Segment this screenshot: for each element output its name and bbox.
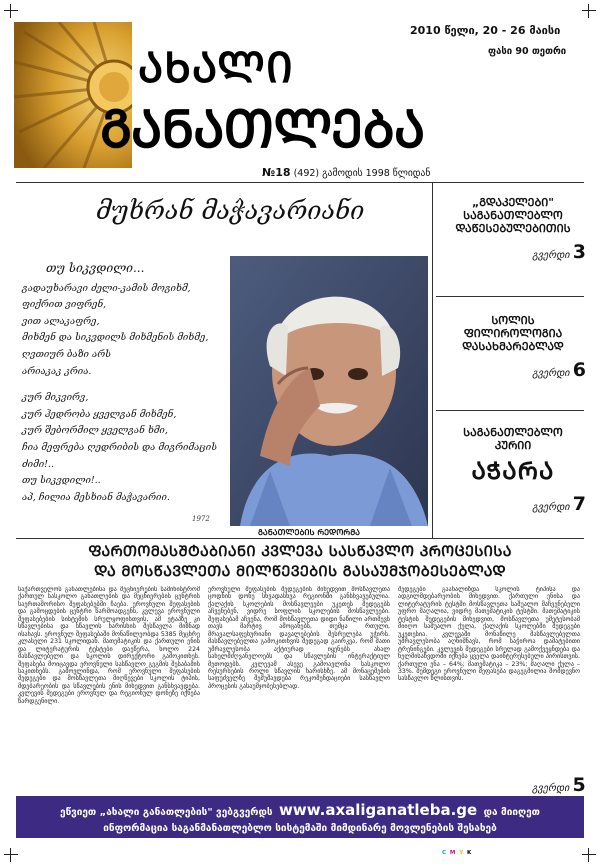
- poem-line: ღვთიურ ბაზი არს: [22, 348, 111, 360]
- teaser-big-word: ᲐᲭᲐᲠᲐ: [471, 457, 555, 485]
- sidebar-teaser[interactable]: [440, 426, 586, 515]
- article-column: ეროვნული შეფასების შედეგების მიხედვით მოსწავლეთა ცოდნის დონე სხვადასხვა რეგიონში განსხვავებულია. ქალაქის სკოლების მოსწავლეები უკეთეს შედეგებს აჩვენებენ, ვიდრე სოფლის სკოლების მოსწავლეები. შეფასებამ აჩვენა, რომ მოსწავლეთა დიდი ნაწილი ართმევს თავს მარტივ ამოცანებს, თუმცა რთული, მრავალსაფეხურიანი დავალებების შესრულება უჭირს. მასწავლებელთა გამოკითხვის შედეგად გაირკვა, რომ მათი უმრავლესობა აქტიურად იყენებს ახალ სახელმძღვანელოებს და სწავლების ინტერაქტიულ მეთოდებს. კვლევამ ასევე გამოავლინა სასკოლო რესურსების როლი სწავლის ხარისხზე. ამ მონაცემების საფუძველზე შემუშავდება რეკომენდაციები სასწავლო პროცესის გასაუმჯობესებლად.: [208, 586, 390, 690]
- cmyk-letter: C: [442, 850, 447, 856]
- masthead-title-line2: ᲒᲐᲜᲐᲗᲚᲔᲑᲐ: [100, 100, 425, 160]
- banner-suffix: და მიიღეთ: [483, 807, 540, 818]
- divider: [16, 182, 584, 183]
- registration-mark: [4, 848, 18, 862]
- article-page-number: 5: [572, 774, 586, 796]
- headline-line: ᲤᲐᲠᲗᲝᲛᲐᲡᲨᲢᲐᲑᲘᲐᲜᲘ ᲙᲕᲚᲔᲕᲐ ᲡᲐᲡᲬᲐᲕᲚᲝ ᲞᲠᲝᲪᲔᲡᲘᲡᲐ: [88, 544, 512, 560]
- cmyk-letter: K: [467, 850, 472, 856]
- issue-number: №18: [262, 166, 291, 179]
- banner-prefix: ეწვიეთ „ახალი განათლების" ვებგვერდს: [60, 807, 273, 818]
- poem-line: თუ სიკვდილი!..: [22, 475, 101, 487]
- registration-mark: [582, 848, 596, 862]
- poem-line: ჩია მეფრება ღედრიბის და მიგრიმაცის ძიმი!..: [22, 441, 217, 470]
- sidebar-teaser[interactable]: [440, 314, 586, 381]
- teaser-page-number: 3: [572, 241, 586, 263]
- poem-line: არიაკაკ კრია.: [22, 365, 92, 377]
- banner-url[interactable]: www.axaliganatleba.ge: [279, 801, 478, 819]
- poem-stanza: [22, 390, 222, 506]
- sidebar-teaser[interactable]: [440, 196, 586, 263]
- poem-line: კურ შებორმილ ყველგან ხმი,: [22, 425, 168, 437]
- issue-total: (492): [293, 168, 320, 179]
- banner-line1: [16, 801, 584, 819]
- issue-date: 2010 წელი, 20 - 26 მაისი: [410, 24, 561, 37]
- divider: [16, 538, 584, 539]
- divider: [436, 410, 584, 411]
- article-column: საქართველოს განათლებისა და მეცნიერების სამინისტრომ ქართულ სასკოლო განათლების და მეცნიერების ცენტრის საერთაშორისო შეფასებებში ჩაება. ეროვნული შეფასების და გამოცდების ცენტრი წარმოადგენს, კვლევა ეროვნული შეფასებების სისტემის სრულყოფისთვის, ამ ეტაპზე კი სწავლებისა და სწავლის ხარისხის შესწავლა მიზნად ისახავს. ეროვნულ შეფასებაში მონაწილეობდა 5385 მეცხრე კლასელი 231 სკოლიდან. მათემატიკის და ქართული ენის და ლიტერატურის ტესტები დაეწერა, ხოლო 224 მასწავლებელი და სკოლის დირექტორი გამოკითხეს. შეფასება მოიცავდა ეროვნული სასწავლო გეგმის შესაბამის საკითხებს. გამოვლინდა, რომ ეროვნული შეფასების შედეგები და მოსწავლეთა მიღწევები სკოლის ტიპის, მდებარეობის და სწავლების ენის მიხედვით განსხვავდება. კვლევის შედეგები ეროვნულ და რეგიონულ დონეზე იქნება წარდგენილი.: [18, 586, 200, 705]
- teaser-page-ref: გვერდი 7: [532, 493, 586, 515]
- teaser-line: ᲓᲐᲬᲔᲡᲔᲑᲣᲚᲔᲑᲘᲗᲘᲡ: [455, 222, 571, 235]
- portrait-photo: [230, 256, 428, 526]
- photo-caption: ᲒᲐᲜᲐᲗᲚᲔᲑᲘᲡ ᲠᲔᲓᲝᲠᲛᲐ: [258, 528, 360, 537]
- poem-stanza: [22, 281, 222, 381]
- teaser-line: „ᲒᲓᲐᲙᲔᲚᲔᲑᲘ": [472, 196, 554, 209]
- main-headline: [0, 542, 600, 582]
- masthead-title-line1: ᲐᲮᲐᲚᲘ: [138, 43, 294, 92]
- headline-line: ᲓᲐ ᲛᲝᲡᲬᲐᲕᲚᲔᲗᲐ ᲛᲘᲚᲬᲔᲕᲔᲑᲘᲡ ᲒᲐᲡᲐᲣᲛᲯᲝᲑᲔᲡᲔᲑᲚᲐᲓ: [93, 564, 507, 580]
- teaser-line: ᲤᲘᲚᲘᲠᲝᲚᲝᲒᲘᲐ: [463, 327, 563, 340]
- cmyk-marks: [442, 850, 471, 856]
- banner-line2: ინფორმაცია საგანმანათლებლო სისტემაში მიმდინარე მოვლენების შესახებ: [103, 823, 497, 834]
- poem-signature: 1972: [192, 515, 210, 523]
- teaser-page-number: 6: [572, 359, 586, 381]
- website-banner[interactable]: [16, 796, 584, 838]
- cmyk-letter: Y: [459, 850, 464, 856]
- teaser-line: ᲡᲝᲚᲘᲡ: [491, 314, 535, 327]
- poet-name: მუხრან მაჭავარიანი: [96, 196, 365, 225]
- article-column: შედეგები გაანალიზდა სკოლის ტიპისა და ადგილმდებარეობის მიხედვით. ქართული ენისა და ლიტერატურის ტესტში მოსწავლეთა საშუალო მაჩვენებელი უფრო მაღალია, ვიდრე მათემატიკის ტესტში. მათემატიკის ტესტის შედეგების მიხედვით, მოსწავლეთა უმეტესობამ მიიღო საშუალო ქულა, ქალაქის სკოლებში შედეგები უკეთესია. კვლევაში მონაწილე მასწავლებელთა უმრავლესობა აღნიშნავს, რომ საჭიროა დამატებითი ტრენინგები. კვლევის შედეგები სრულად გამოქვეყნდება და ხელმისაწვდომი იქნება ყველა დაინტერესებული პირისთვის. ქართული ენა – 64%; მათემატიკა – 23%; მაღალი ქულა – 33%. შემდეგი ეროვნული შეფასება დაგეგმილია მომდევნო სასწავლო წლისთვის.: [398, 586, 580, 683]
- registration-mark: [582, 4, 596, 18]
- poem-title: თუ სიკვდილი...: [46, 261, 145, 275]
- teaser-page-ref: გვერდი 6: [532, 359, 586, 381]
- teaser-line: ᲡᲐᲒᲐᲜᲐᲗᲚᲔᲑᲚᲝ: [463, 209, 563, 222]
- article-page-ref: გვერდი 5: [532, 774, 586, 796]
- teaser-line: ᲙᲣᲠᲘᲘ: [494, 439, 532, 452]
- teaser-line: ᲓᲐᲡᲐᲮᲛᲐᲠᲔᲑᲚᲐᲓ: [462, 340, 564, 353]
- poem-line: კურ ჰედრობა ყველგან მიხმენ,: [22, 408, 177, 420]
- teaser-line: ᲡᲐᲒᲐᲜᲐᲗᲚᲔᲑᲚᲝ: [463, 426, 563, 439]
- divider: [432, 182, 433, 538]
- issue-info: [262, 166, 430, 179]
- poem-line: მიხმენ და სიკვდილს მიხმენის მიხმე,: [22, 332, 209, 344]
- teaser-page-number: 7: [572, 493, 586, 515]
- issue-price: ფასი 90 თეთრი: [488, 46, 567, 57]
- teaser-page-ref: გვერდი 3: [532, 241, 586, 263]
- poem-line: ვით ალაკაფრე,: [22, 315, 100, 327]
- founded-note: გამოდის 1998 წლიდან: [322, 168, 431, 179]
- poem-line: აპ, ჩილია მესხიან მაჭავარიი.: [22, 491, 170, 503]
- cmyk-letter: M: [449, 850, 456, 856]
- poem: [22, 260, 222, 506]
- poem-line: კურ მიკვირვ,: [22, 392, 89, 404]
- registration-mark: [4, 4, 18, 18]
- divider: [436, 296, 584, 297]
- poem-line: გადაუხარავი ძელი-კამის მოგიხმ,: [22, 282, 191, 294]
- poem-line: ფიქრით ვიფრენ,: [22, 299, 107, 311]
